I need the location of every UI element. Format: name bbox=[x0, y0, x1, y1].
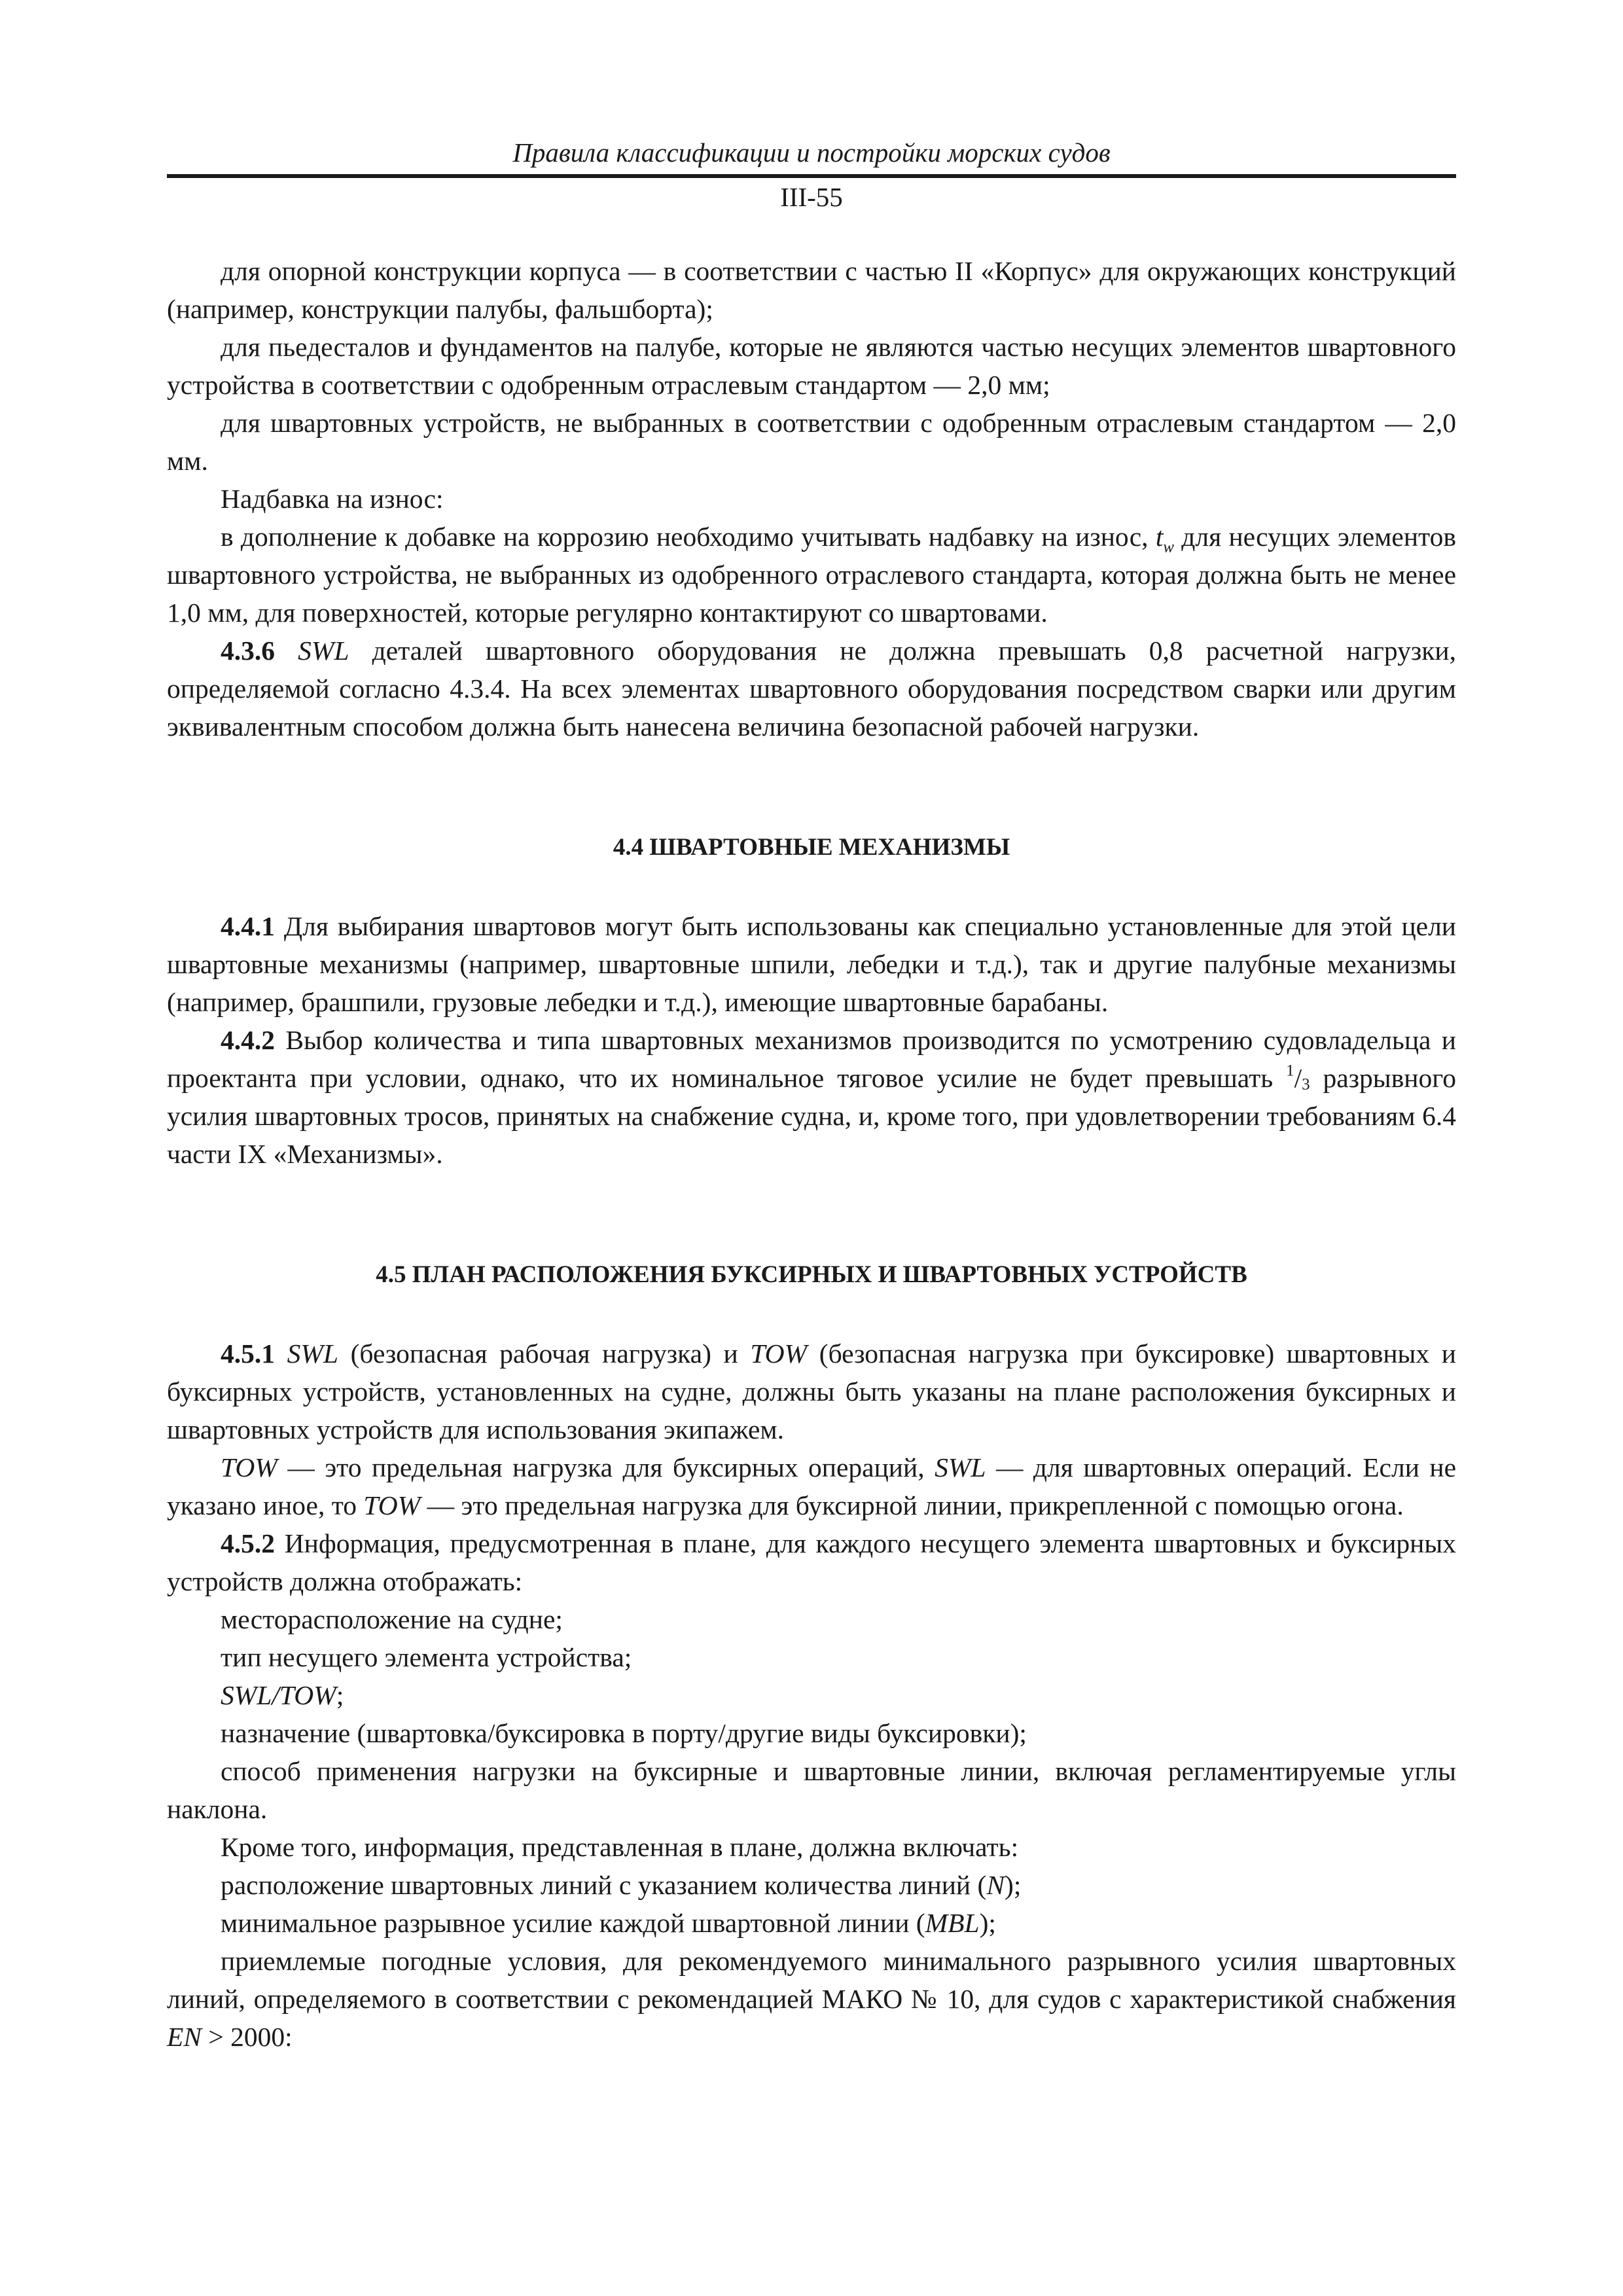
page-number: III-55 bbox=[780, 182, 843, 212]
term-tow: TOW bbox=[221, 1452, 277, 1482]
paragraph-text: (безопасная рабочая нагрузка) и bbox=[338, 1338, 751, 1369]
list-item-text: способ применения нагрузки на буксирные и швартовные линии, включая регламентируемые углы наклона. bbox=[167, 1756, 1456, 1824]
clause-number: 4.4.1 bbox=[221, 911, 275, 941]
paragraph-text: для швартовных устройств, не выбранных в соответствии с одобренным отраслевым стандартом — 2,0 мм. bbox=[167, 408, 1456, 476]
paragraph-wear-allowance-title bbox=[167, 480, 1456, 518]
fraction-numerator: 1 bbox=[1286, 1062, 1294, 1080]
list-item-text: ; bbox=[336, 1680, 344, 1710]
paragraph-tow-definition bbox=[167, 1448, 1456, 1524]
paragraph-4-4-2 bbox=[167, 1021, 1456, 1173]
term-tow: TOW bbox=[363, 1490, 421, 1520]
list-item-mbl bbox=[167, 1904, 1456, 1942]
fraction-one-third: $^1/_3$ bbox=[1286, 1062, 1310, 1094]
paragraph-text: для несущих элементов швартовного устройства, не выбранных из одобренного отраслевого стандарта, которая должна быть не менее 1,0 мм, для поверхностей, которые регулярно контактируют со швартовами. bbox=[167, 522, 1456, 628]
running-header: Правила классификации и постройки морских судов bbox=[512, 137, 1111, 168]
paragraph-4-5-2 bbox=[167, 1524, 1456, 1600]
term-tow: TOW bbox=[750, 1338, 808, 1369]
paragraph-text: Выбор количества и типа швартовных механизмов производится по усмотрению судовладельца и проектанта при условии, однако, что их номинальное тяговое усилие не будет превышать bbox=[167, 1025, 1456, 1093]
list-item-text: назначение (швартовка/буксировка в порту/другие виды буксировки); bbox=[221, 1718, 1027, 1748]
term-en: EN bbox=[167, 2022, 202, 2052]
paragraph-text: — это предельная нагрузка для буксирных операций, bbox=[277, 1452, 935, 1482]
list-item-text: месторасположение на судне; bbox=[221, 1604, 563, 1634]
paragraph-text: для пьедесталов и фундаментов на палубе, которые не являются частью несущих элементов швартовного устройства в соответствии с одобренным отраслевым стандартом — 2,0 мм; bbox=[167, 332, 1456, 400]
term-swl: SWL bbox=[298, 636, 349, 666]
section-heading-4-4: 4.4 ШВАРТОВНЫЕ МЕХАНИЗМЫ bbox=[613, 834, 1010, 861]
paragraph-text: Для выбирания швартовов могут быть использованы как специально установленные для этой цели швартовные механизмы (например, швартовные шпили, лебедки и т.д.), так и другие палубные механизмы (например, брашпили, грузовые лебедки и т.д.), имеющие швартовные барабаны. bbox=[167, 911, 1456, 1017]
paragraph-hull-support bbox=[167, 252, 1456, 328]
paragraph-mooring-fittings bbox=[167, 404, 1456, 480]
list-item-location bbox=[167, 1600, 1456, 1638]
list-item-text: ); bbox=[979, 1908, 996, 1938]
paragraph-4-4-1 bbox=[167, 907, 1456, 1021]
variable-t: t bbox=[1155, 522, 1164, 552]
paragraph-text: в дополнение к добавке на коррозию необходимо учитывать надбавку на износ, bbox=[221, 522, 1156, 552]
term-swl-tow: SWL/TOW bbox=[221, 1680, 336, 1710]
paragraph-text: — это предельная нагрузка для буксирной линии, прикрепленной с помощью огона. bbox=[420, 1490, 1404, 1520]
list-item-text: тип несущего элемента устройства; bbox=[221, 1642, 632, 1672]
term-n: N bbox=[986, 1870, 1005, 1900]
term-mbl: MBL bbox=[925, 1908, 980, 1938]
list-item-text: минимальное разрывное усилие каждой швартовной линии ( bbox=[221, 1908, 925, 1938]
section-heading-4-5: 4.5 ПЛАН РАСПОЛОЖЕНИЯ БУКСИРНЫХ И ШВАРТОВНЫХ УСТРОЙСТВ bbox=[376, 1261, 1247, 1288]
list-item-weather-conditions bbox=[167, 1942, 1456, 2056]
paragraph-4-5-1 bbox=[167, 1335, 1456, 1448]
paragraph-text: Кроме того, информация, представленная в плане, должна включать: bbox=[221, 1832, 1019, 1862]
paragraph-wear-allowance bbox=[167, 518, 1456, 632]
paragraph-text: Информация, предусмотренная в плане, для каждого несущего элемента швартовных и буксирных устройств должна отображать: bbox=[167, 1528, 1456, 1596]
paragraph-text: — для швартовных операций. Если не указано иное, то bbox=[167, 1452, 1456, 1520]
fraction-denominator: 3 bbox=[1302, 1075, 1310, 1094]
clause-number: 4.5.1 bbox=[221, 1338, 275, 1369]
paragraph-text: Надбавка на износ: bbox=[221, 484, 444, 514]
list-item-text: приемлемые погодные условия, для рекомендуемого минимального разрывного усилия швартовных линий, определяемого в соответствии с рекомендацией МАКО № 10, для судов с характеристикой снабжения bbox=[167, 1946, 1456, 2014]
paragraph-text: для опорной конструкции корпуса — в соответствии с частью II «Корпус» для окружающих конструкций (например, конструкции палубы, фальшборта); bbox=[167, 256, 1456, 324]
list-item-mooring-lines bbox=[167, 1866, 1456, 1904]
list-item-text: расположение швартовных линий с указанием количества линий ( bbox=[221, 1870, 987, 1900]
list-item-text: ); bbox=[1005, 1870, 1022, 1900]
paragraph-pedestals bbox=[167, 328, 1456, 404]
term-swl: SWL bbox=[287, 1338, 339, 1369]
list-item-swl-tow bbox=[167, 1676, 1456, 1714]
list-item-load-application bbox=[167, 1752, 1456, 1828]
paragraph-4-3-6 bbox=[167, 632, 1456, 745]
clause-number: 4.4.2 bbox=[221, 1025, 275, 1055]
subscript-w: w bbox=[1163, 538, 1174, 556]
list-item-text: > 2000: bbox=[202, 2022, 293, 2052]
paragraph-additional-info bbox=[167, 1828, 1456, 1866]
paragraph-text: (безопасная нагрузка при буксировке) швартовных и буксирных устройств, установленных на судне, должны быть указаны на плане расположения буксирных и швартовных устройств для использования экипажем. bbox=[167, 1338, 1456, 1444]
clause-number: 4.3.6 bbox=[221, 636, 275, 666]
paragraph-text: деталей швартовного оборудования не должна превышать 0,8 расчетной нагрузки, определяемой согласно 4.3.4. На всех элементах швартовного оборудования посредством сварки или другим эквивалентным способом должна быть нанесена величина безопасной рабочей нагрузки. bbox=[167, 636, 1456, 742]
list-item-purpose bbox=[167, 1714, 1456, 1752]
list-item-type bbox=[167, 1638, 1456, 1676]
header-rule bbox=[167, 174, 1456, 178]
clause-number: 4.5.2 bbox=[221, 1528, 275, 1558]
paragraph-text: разрывного усилия швартовных тросов, принятых на снабжение судна, и, кроме того, при удовлетворении требованиям 6.4 части IX «Механизмы». bbox=[167, 1063, 1456, 1169]
term-swl: SWL bbox=[935, 1452, 986, 1482]
page-body bbox=[167, 252, 1456, 2056]
